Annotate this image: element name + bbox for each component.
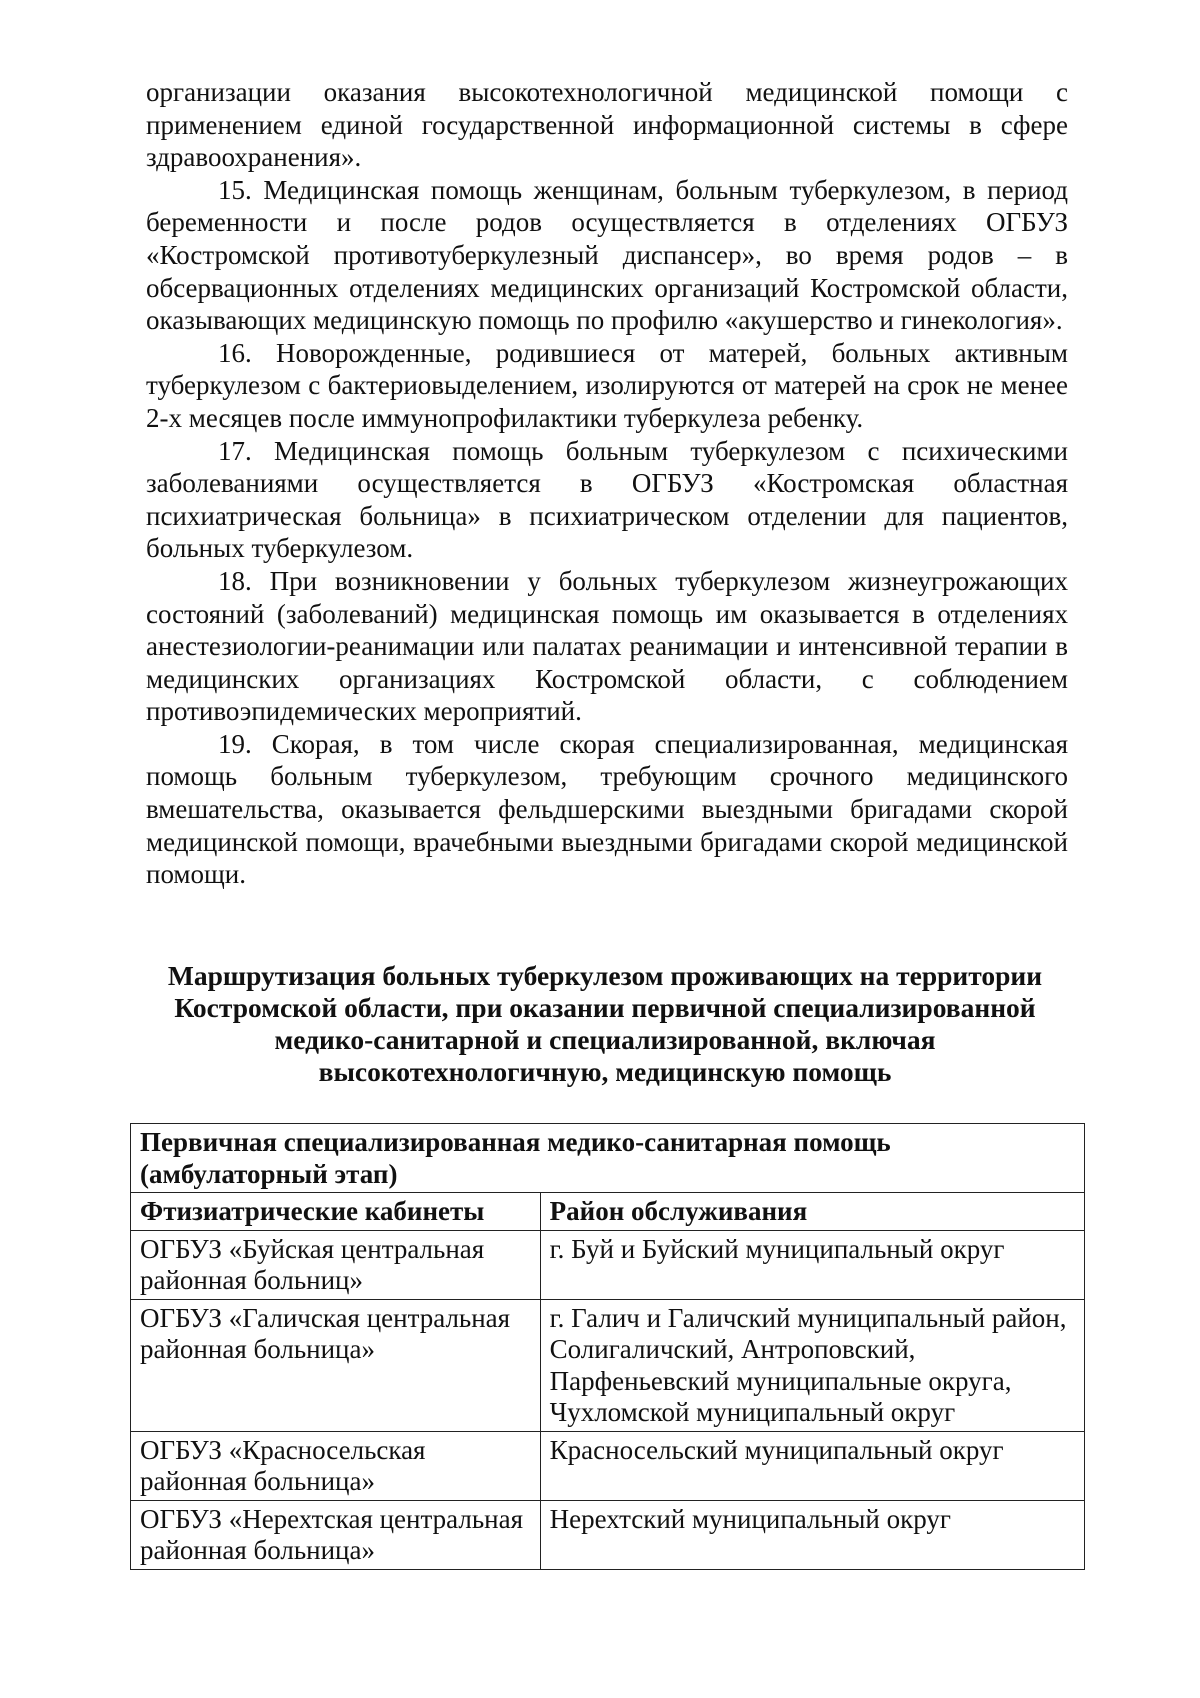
- table-cell-organization: ОГБУЗ «Красносельская районная больница»: [131, 1431, 541, 1500]
- table-cell-organization: ОГБУЗ «Нерехтская центральная районная больница»: [131, 1500, 541, 1569]
- body-text: [146, 76, 1068, 891]
- section-heading: Маршрутизация больных туберкулезом проживающих на территории Костромской области, при оказании первичной специализированной медико-санитарной и специализированной, включая высокотехнологичную, медицинскую помощь: [167, 960, 1043, 1087]
- table-section-title: Первичная специализированная медико-санитарная помощь (амбулаторный этап): [131, 1124, 1085, 1193]
- paragraph-18: 18. При возникновении у больных туберкулезом жизнеугрожающих состояний (заболеваний) медицинская помощь им оказывается в отделениях анестезиологии-реанимации или палатах реанимации и интенсивной терапии в медицинских организациях Костромской области, с соблюдением противоэпидемических мероприятий.: [146, 565, 1068, 727]
- column-header-service-area: Район обслуживания: [540, 1193, 1084, 1231]
- paragraph-19: 19. Скорая, в том числе скорая специализированная, медицинская помощь больным туберкулезом, требующим срочного медицинского вмешательства, оказывается фельдшерскими выездными бригадами скорой медицинской помощи, врачебными выездными бригадами скорой медицинской помощи.: [146, 728, 1068, 890]
- table-header-row: [131, 1193, 1085, 1231]
- table-cell-organization: ОГБУЗ «Галичская центральная районная больница»: [131, 1299, 541, 1431]
- table-cell-service-area: Нерехтский муниципальный округ: [540, 1500, 1084, 1569]
- routing-table-wrap: [130, 1123, 1085, 1570]
- table-cell-service-area: г. Буй и Буйский муниципальный округ: [540, 1230, 1084, 1299]
- table-row: [131, 1500, 1085, 1569]
- table-cell-organization: ОГБУЗ «Буйская центральная районная больниц»: [131, 1230, 541, 1299]
- paragraph-continuation: организации оказания высокотехнологичной медицинской помощи с применением единой государственной информационной системы в сфере здравоохранения».: [146, 77, 1068, 173]
- routing-table: [130, 1123, 1085, 1570]
- table-cell-service-area: Красносельский муниципальный округ: [540, 1431, 1084, 1500]
- table-cell-service-area: г. Галич и Галичский муниципальный район, Солигаличский, Антроповский, Парфеньевский муниципальные округа, Чухломской муниципальный округ: [540, 1299, 1084, 1431]
- paragraph-16: 16. Новорожденные, родившиеся от матерей, больных активным туберкулезом с бактериовыделением, изолируются от матерей на срок не менее 2-х месяцев после иммунопрофилактики туберкулеза ребенку.: [146, 337, 1068, 433]
- table-row: [131, 1230, 1085, 1299]
- table-row: [131, 1431, 1085, 1500]
- column-header-cabinets: Фтизиатрические кабинеты: [131, 1193, 541, 1231]
- table-row: [131, 1299, 1085, 1431]
- table-section-row: [131, 1124, 1085, 1193]
- paragraph-17: 17. Медицинская помощь больным туберкулезом с психическими заболеваниями осуществляется в ОГБУЗ «Костромская областная психиатрическая больница» в психиатрическом отделении для пациентов, больных туберкулезом.: [146, 435, 1068, 564]
- paragraph-15: 15. Медицинская помощь женщинам, больным туберкулезом, в период беременности и после родов осуществляется в отделениях ОГБУЗ «Костромской противотуберкулезный диспансер», во время родов – в обсервационных отделениях медицинских организаций Костромской области, оказывающих медицинскую помощь по профилю «акушерство и гинекология».: [146, 174, 1068, 336]
